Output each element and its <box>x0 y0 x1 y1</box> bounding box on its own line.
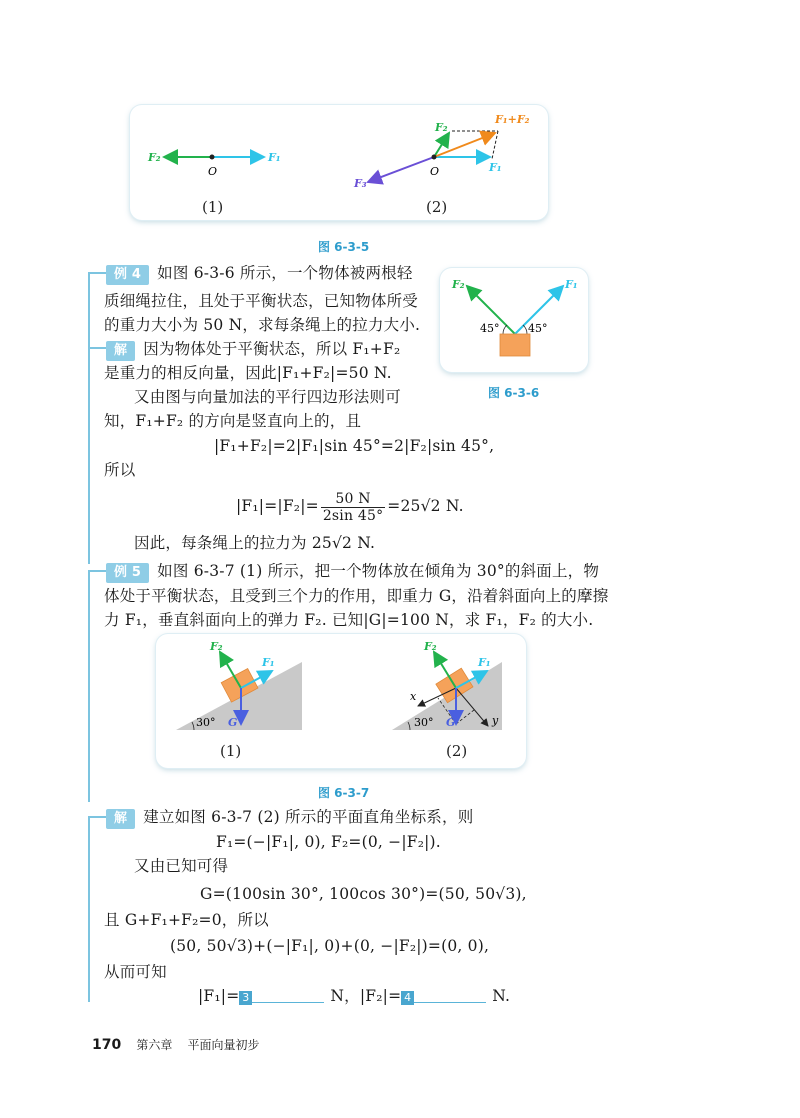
solution-5-eq-1: F₁=(−|F₁|, 0), F₂=(0, −|F₂|). <box>216 833 441 851</box>
f1-plus-f2-vector <box>434 133 495 157</box>
f2-label-636: F₂ <box>452 278 465 291</box>
f1-label-2: F₁ <box>489 161 502 174</box>
angle-label-right: 45° <box>528 322 548 335</box>
f2-label-1: F₂ <box>148 151 161 164</box>
chapter-label: 第六章 <box>136 1038 173 1052</box>
angle-label-637-1: 30° <box>196 716 216 729</box>
hanging-block <box>500 334 530 356</box>
g-label-637-1: G <box>228 716 238 729</box>
solution-4-line-4: 知，F₁+F₂ 的方向是竖直向上的，且 <box>104 412 362 430</box>
angle-label-left: 45° <box>480 322 500 335</box>
fig-6-3-5-caption: 图 6-3-5 <box>318 240 370 254</box>
chapter-title: 平面向量初步 <box>187 1038 260 1052</box>
solution-4-line-3: 又由图与向量加法的平行四边形法则可 <box>134 388 401 406</box>
solution-5-tag: 解 <box>106 809 135 829</box>
page-footer <box>92 1034 259 1053</box>
origin-label-2: O <box>430 165 440 178</box>
figure-6-3-6-drawing <box>440 268 588 372</box>
figure-6-3-7-drawing <box>156 634 526 768</box>
y-label: y <box>492 714 499 727</box>
fig-6-3-7-sublabel-1: (1) <box>220 742 242 760</box>
f2-label-2: F₂ <box>435 121 448 134</box>
solution-4-line-1: 解 因为物体处于平衡状态，所以 F₁+F₂ <box>106 339 400 361</box>
x-label: x <box>410 690 417 703</box>
solution-4-line-5: 所以 <box>104 461 136 479</box>
example-5-line-1: 例 5 如图 6-3-7 (1) 所示，把一个物体放在倾角为 30°的斜面上，物 <box>106 561 599 583</box>
fig-6-3-5-sublabel-1: (1) <box>202 198 224 216</box>
f3-label: F₃ <box>354 177 367 190</box>
example-4-rule <box>88 272 106 274</box>
origin-label-1: O <box>208 165 218 178</box>
example-5-rule <box>88 570 106 572</box>
f2-label-637-1: F₂ <box>210 640 223 653</box>
solution-4-eq-2: |F₁|=|F₂|= $\frac{50 N}{2\sin 45^\circ}$ =25√2 N. <box>236 490 464 524</box>
solution-5-rule <box>88 816 106 818</box>
solution-4-line-6: 因此，每条绳上的拉力为 25√2 N. <box>134 534 376 552</box>
f1-plus-f2-label: F₁+F₂ <box>495 113 530 126</box>
example-4-tag: 例 4 <box>106 265 149 285</box>
solution-5-line-1: 解 建立如图 6-3-7 (2) 所示的平面直角坐标系，则 <box>106 807 473 829</box>
solution-5-side-bar <box>88 816 90 1002</box>
f1-label-637-2: F₁ <box>478 656 491 669</box>
solution-5-answer: |F₁|= 3 N，|F₂|= 4 N. <box>198 987 511 1005</box>
solution-5-line-4: 从而可知 <box>104 963 167 981</box>
example-5-tag: 例 5 <box>106 563 149 583</box>
f1-label-636: F₁ <box>565 278 578 291</box>
solution-4-tag: 解 <box>106 341 135 361</box>
example-5-line-2: 体处于平衡状态，且受到三个力的作用，即重力 G，沿着斜面向上的摩擦 <box>104 587 609 605</box>
solution-5-eq-3: (50, 50√3)+(−|F₁|, 0)+(0, −|F₂|)=(0, 0), <box>170 937 490 955</box>
page-number: 170 <box>92 1037 122 1053</box>
fig-6-3-7-caption: 图 6-3-7 <box>318 786 370 800</box>
answer-blank-2[interactable] <box>414 986 486 1003</box>
figure-6-3-5-drawing <box>130 105 548 220</box>
f3-vector <box>368 157 434 182</box>
fig-6-3-6-caption: 图 6-3-6 <box>488 386 540 400</box>
solution-5-line-3: 且 G+F₁+F₂=0，所以 <box>104 911 269 929</box>
parallelogram-right <box>492 131 498 159</box>
example-5-line-3: 力 F₁，垂直斜面向上的弹力 F₂. 已知|G|=100 N，求 F₁，F₂ 的大小. <box>104 611 594 629</box>
blank-number-3: 3 <box>239 991 252 1005</box>
example-4-side-bar <box>88 272 90 564</box>
blank-number-4: 4 <box>401 991 414 1005</box>
solution-5-eq-2: G=(100sin 30°, 100cos 30°)=(50, 50√3), <box>200 885 527 903</box>
solution-4-eq-1: |F₁+F₂|=2|F₁|sin 45°=2|F₂|sin 45°, <box>214 437 495 455</box>
f1-label-637-1: F₁ <box>262 656 275 669</box>
example-5-side-bar <box>88 570 90 802</box>
f1-label-1: F₁ <box>268 151 281 164</box>
solution-4-line-2: 是重力的相反向量，因此|F₁+F₂|=50 N. <box>104 364 392 382</box>
g-label-637-2: G <box>446 716 456 729</box>
example-4-line-3: 的重力大小为 50 N，求每条绳上的拉力大小. <box>104 316 421 334</box>
answer-blank-1[interactable] <box>252 986 324 1003</box>
solution-4-rule <box>88 347 106 349</box>
example-4-line-1: 例 4 如图 6-3-6 所示，一个物体被两根轻 <box>106 263 413 285</box>
origin-point-1 <box>210 155 215 160</box>
fig-6-3-7-sublabel-2: (2) <box>446 742 468 760</box>
origin-point-2 <box>432 155 437 160</box>
solution-5-line-2: 又由已知可得 <box>134 857 229 875</box>
example-4-line-2: 质细绳拉住，且处于平衡状态，已知物体所受 <box>104 292 419 310</box>
angle-label-637-2: 30° <box>414 716 434 729</box>
fig-6-3-5-sublabel-2: (2) <box>426 198 448 216</box>
f2-label-637-2: F₂ <box>424 640 437 653</box>
